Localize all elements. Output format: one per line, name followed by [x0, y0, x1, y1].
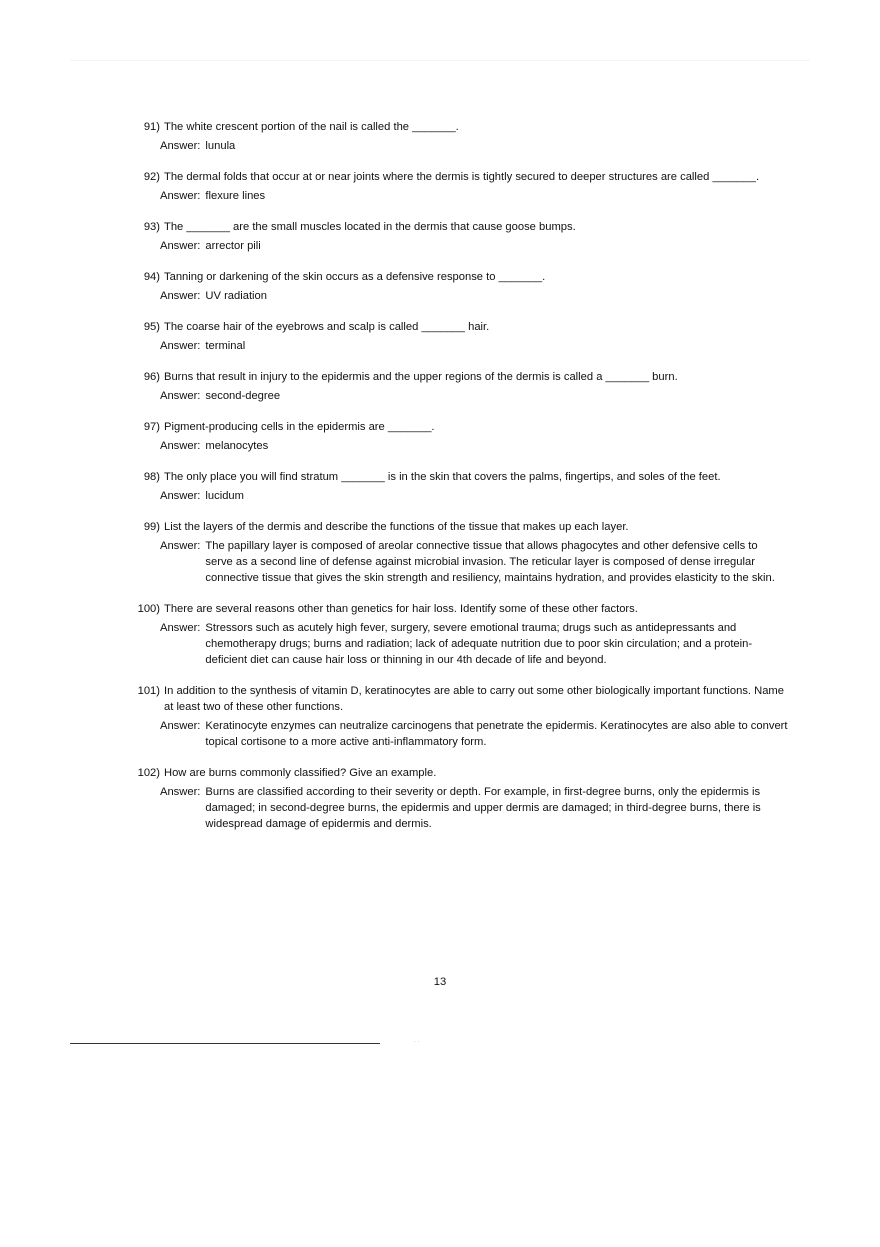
question-number: 91)	[143, 121, 160, 133]
question-item-94	[128, 269, 788, 304]
question-item-93	[128, 219, 788, 254]
question-number: 93)	[143, 221, 160, 233]
answer-label: Answer:	[160, 622, 201, 634]
answer-label: Answer:	[160, 490, 201, 502]
question-number: 98)	[143, 471, 160, 483]
page-number: 13	[433, 976, 447, 988]
question-list	[128, 119, 788, 847]
answer-label: Answer:	[160, 540, 201, 552]
answer-label: Answer:	[160, 290, 201, 302]
question-text: The white crescent portion of the nail is called the _______.	[164, 121, 459, 133]
question-number: 96)	[143, 371, 160, 383]
question-text: There are several reasons other than genetics for hair loss. Identify some of these other factors.	[164, 603, 638, 615]
question-number: 101)	[137, 685, 160, 697]
question-text: The only place you will find stratum _______ is in the skin that covers the palms, fingertips, and soles of the feet.	[164, 471, 721, 483]
answer-text: lunula	[205, 140, 236, 152]
answer-text: terminal	[205, 340, 246, 352]
answer-label: Answer:	[160, 340, 201, 352]
question-text: How are burns commonly classified? Give an example.	[164, 767, 437, 779]
question-item-97	[128, 419, 788, 454]
answer-text: arrector pili	[205, 240, 261, 252]
question-number: 100)	[137, 603, 160, 615]
answer-label: Answer:	[160, 140, 201, 152]
question-item-98	[128, 469, 788, 504]
answer-text: Stressors such as acutely high fever, surgery, severe emotional trauma; drugs such as antidepressants and chemotherapy drugs; burns and radiation; lack of adequate nutrition due to poor skin circulation; and a protein-deficient diet can cause hair loss or thinning in our 4th decade of life and beyond.	[205, 622, 753, 666]
answer-text: flexure lines	[205, 190, 266, 202]
question-text: Pigment-producing cells in the epidermis are _______.	[164, 421, 435, 433]
answer-text: second-degree	[205, 390, 281, 402]
answer-label: Answer:	[160, 190, 201, 202]
answer-text: lucidum	[205, 490, 244, 502]
answer-label: Answer:	[160, 440, 201, 452]
question-text: Burns that result in injury to the epidermis and the upper regions of the dermis is called a _______ burn.	[164, 371, 678, 383]
question-item-91	[128, 119, 788, 154]
question-text: The coarse hair of the eyebrows and scalp is called _______ hair.	[164, 321, 490, 333]
question-item-102	[128, 765, 788, 832]
question-text: The _______ are the small muscles located in the dermis that cause goose bumps.	[164, 221, 576, 233]
top-faint-rule	[70, 60, 810, 61]
question-item-99	[128, 519, 788, 586]
question-number: 99)	[143, 521, 160, 533]
answer-text: Burns are classified according to their severity or depth. For example, in first-degree burns, only the epidermis is damaged; in second-degree burns, the epidermis and upper dermis are damaged; in third-degree burns, there is widespread damage of epidermis and dermis.	[205, 786, 761, 830]
question-item-101	[128, 683, 788, 750]
question-text: The dermal folds that occur at or near joints where the dermis is tightly secured to deeper structures are called _______.	[164, 171, 760, 183]
footer-faint-mark: · ·	[414, 1039, 420, 1045]
answer-text: UV radiation	[205, 290, 267, 302]
question-number: 92)	[143, 171, 160, 183]
question-text: List the layers of the dermis and describe the functions of the tissue that makes up each layer.	[164, 521, 629, 533]
answer-label: Answer:	[160, 390, 201, 402]
question-item-96	[128, 369, 788, 404]
question-number: 97)	[143, 421, 160, 433]
question-number: 95)	[143, 321, 160, 333]
question-number: 102)	[137, 767, 160, 779]
question-item-95	[128, 319, 788, 354]
answer-text: melanocytes	[205, 440, 269, 452]
question-text: In addition to the synthesis of vitamin D, keratinocytes are able to carry out some other biologically important functions. Name at least two of these other functions.	[164, 685, 784, 713]
question-item-100	[128, 601, 788, 668]
question-item-92	[128, 169, 788, 204]
answer-label: Answer:	[160, 720, 201, 732]
answer-text: Keratinocyte enzymes can neutralize carcinogens that penetrate the epidermis. Keratinocytes are also able to convert topical cortisone to a more active anti-inflammatory form.	[205, 720, 788, 748]
question-text: Tanning or darkening of the skin occurs as a defensive response to _______.	[164, 271, 546, 283]
answer-label: Answer:	[160, 786, 201, 798]
answer-label: Answer:	[160, 240, 201, 252]
footer-rule	[70, 1043, 380, 1044]
answer-text: The papillary layer is composed of areolar connective tissue that allows phagocytes and other defensive cells to serve as a second line of defense against microbial invasion. The reticular layer is composed of dense irregular connective tissue that gives the skin strength and resiliency, maintains hydration, and provides elasticity to the skin.	[205, 540, 775, 584]
question-number: 94)	[143, 271, 160, 283]
